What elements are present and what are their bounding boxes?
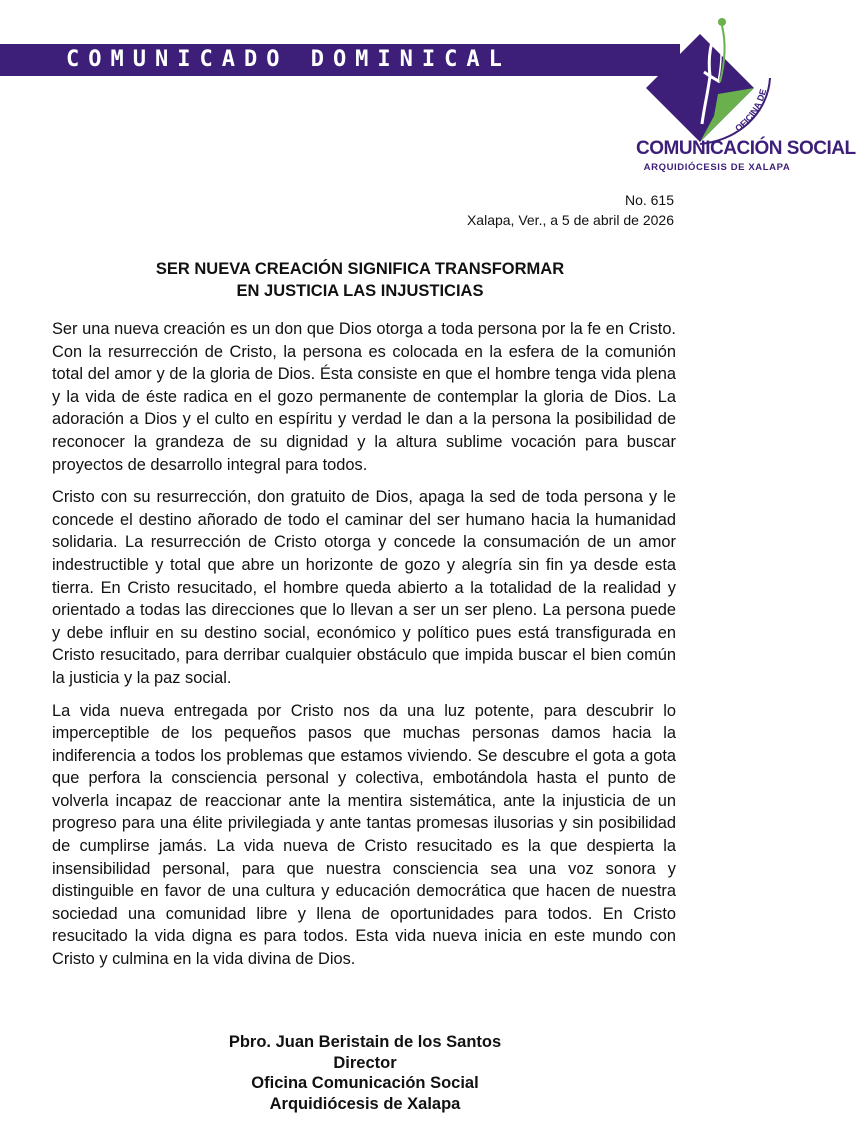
place-date: Xalapa, Ver., a 5 de abril de 2026 (466, 212, 674, 228)
signer-office: Oficina Comunicación Social (251, 1074, 479, 1092)
signature-block (140, 1032, 590, 1114)
paragraph: Cristo con su resurrección, don gratuito de Dios, apaga la sed de toda persona y le concede el destino añorado de todo el caminar del ser humano hacia la humanidad solidaria. La resurrección de Cristo otorga y concede la consumación de un amor indestructible y total que abre un horizonte de gozo y alegría sin fin ya desde esta tierra. En Cristo resucitado, el hombre queda abierto a la totalidad de la realidad y orientado a todas las direcciones que lo llevan a ser un ser pleno. La persona puede y debe influir en su destino social, económico y político pues está transfigurada en Cristo resucitado, para derribar cualquier obstáculo que impida buscar el bien común la justicia y la paz social. (52, 488, 676, 687)
office-logo (630, 12, 856, 187)
banner-title: COMUNICADO DOMINICAL (66, 47, 511, 72)
signer-diocese: Arquidiócesis de Xalapa (269, 1094, 461, 1113)
logo-organization: COMUNICACIÓN SOCIAL (636, 138, 856, 159)
title-line-1: SER NUEVA CREACIÓN SIGNIFICA TRANSFORMAR (155, 260, 565, 278)
document-meta (467, 190, 674, 230)
signer-role: Director (333, 1053, 397, 1072)
document-number: No. 615 (624, 192, 674, 208)
document-title (60, 258, 660, 302)
title-line-2: EN JUSTICIA LAS INJUSTICIAS (236, 282, 484, 300)
signer-name: Pbro. Juan Beristain de los Santos (228, 1033, 502, 1051)
document-body (52, 318, 676, 981)
logo-subtitle: ARQUIDIÓCESIS DE XALAPA (643, 162, 791, 173)
paragraph: Ser una nueva creación es un don que Dios otorga a toda persona por la fe en Cristo. Con la resurrección de Cristo, la persona es colocada en la esfera de la comunión total del amor y de la gloria de Dios. Ésta consiste en que el hombre tenga vida plena y la vida de éste radica en el gozo permanente de contemplar la gloria de Dios. La adoración a Dios y el culto en espíritu y verdad le dan a la persona la posibilidad de reconocer la grandeza de su dignidad y la altura sublime vocación para buscar proyectos de desarrollo integral para todos. (52, 320, 676, 474)
logo-arc-text: OFICINA DE (733, 87, 769, 134)
header-banner (0, 44, 680, 76)
paragraph: La vida nueva entregada por Cristo nos da una luz potente, para descubrir lo imperceptible de los pequeños pasos que muchas personas damos hacia la indiferencia a todos los problemas que estamos viviendo. Se descubre el gota a gota que perfora la consciencia personal y colectiva, embotándola hasta el punto de volverla incapaz de reaccionar ante la mentira sistemática, ante la injusticia de un progreso para una élite privilegiada y ante tantas promesas ilusorias y sin posibilidad de cumplirse jamás. La vida nueva de Cristo resucitado es la que despierta la insensibilidad personal, para que nuestra consciencia sea una voz sonora y distinguible en favor de una cultura y educación democrática que hacen de nuestra sociedad una comunidad libre y llena de oportunidades para todos. En Cristo resucitado la vida digna es para todos. Esta vida nueva inicia en este mundo con Cristo y culmina en la vida divina de Dios. (52, 701, 676, 969)
